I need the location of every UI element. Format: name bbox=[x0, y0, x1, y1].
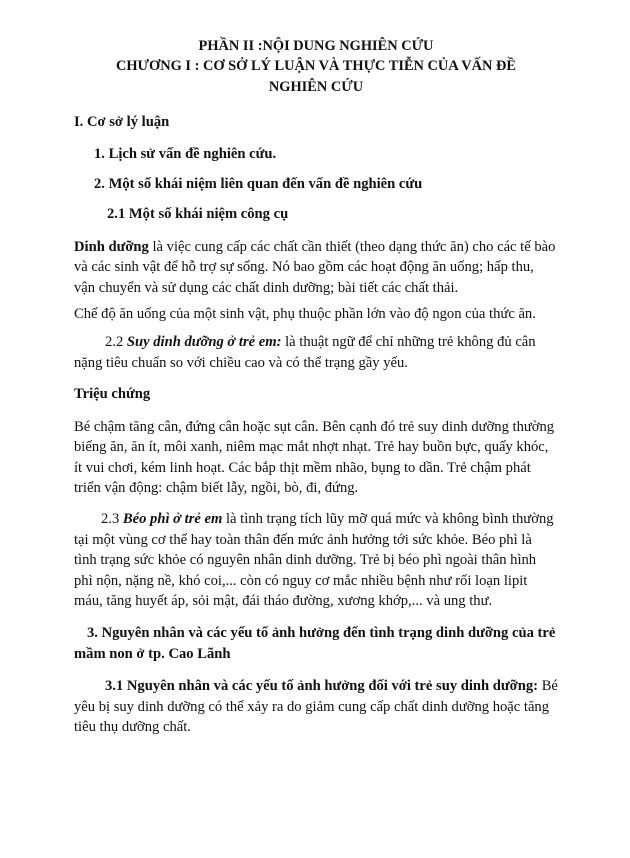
subheading-causes-malnutrition: 3.1 Nguyên nhân và các yếu tố ảnh hưởng đối với trẻ suy dinh dưỡng: bbox=[105, 678, 539, 695]
title-part: PHẦN II :NỘI DUNG NGHIÊN CỨU bbox=[198, 38, 434, 54]
document-page bbox=[74, 36, 558, 737]
paragraph-obesity bbox=[74, 509, 558, 611]
paragraph-nutrition bbox=[74, 237, 558, 298]
title-chapter-cont: NGHIÊN CỨU bbox=[268, 78, 364, 95]
section-heading-theory: I. Cơ sở lý luận bbox=[74, 114, 170, 131]
term-obesity: Béo phì ở trẻ em bbox=[122, 511, 223, 528]
heading-concepts: 2. Một số khái niệm liên quan đến vấn đề nghiên cứu bbox=[94, 176, 423, 193]
heading-tool-concepts: 2.1 Một số khái niệm công cụ bbox=[107, 206, 289, 223]
malnutrition-definition: là thuật ngữ để chỉ những trẻ không đủ cân nặng tiêu chuẩn so với chiều cao và có thể trạng gầy yếu. bbox=[74, 334, 536, 371]
paragraph-diet: Chế độ ăn uống của một sinh vật, phụ thuộc phần lớn vào độ ngon của thức ăn. bbox=[74, 306, 536, 323]
term-nutrition: Dinh dưỡng bbox=[74, 238, 149, 255]
heading-symptoms: Triệu chứng bbox=[74, 386, 151, 403]
term-malnutrition: Suy dinh dưỡng ở trẻ em: bbox=[126, 334, 282, 351]
paragraph-causes-malnutrition bbox=[74, 676, 558, 737]
paragraph-symptoms: Bé chậm tăng cân, đứng cân hoặc sụt cân. Bên cạnh đó trẻ suy dinh dưỡng thường biếng ăn, ăn ít, môi xanh, niêm mạc mắt nhợt nhạt. Trẻ hay buồn bực, quấy khóc, ít vui chơi, kém linh hoạt. Các bắp thịt mềm nhão, bụng to dần. Trẻ chậm phát triển vận động: chậm biết lẫy, ngồi, bò, đi, đứng. bbox=[74, 418, 555, 496]
document-title bbox=[56, 36, 576, 97]
obesity-definition: là tình trạng tích lũy mỡ quá mức và không bình thường tại một vùng cơ thể hay toàn thân đến mức ảnh hưởng tới sức khỏe. Béo phì là tình trạng sức khỏe có nguyên nhân dinh dưỡng. Trẻ bị béo phì ngoài thân hình phì nộn, nặng nề, khó coi,... còn có nguy cơ mắc nhiều bệnh như rối loạn lipit máu, tăng huyết áp, sỏi mật, đái tháo đường, xương khớp,... và ung thư. bbox=[74, 511, 554, 609]
title-chapter: CHƯƠNG I : CƠ SỞ LÝ LUẬN VÀ THỰC TIỄN CỦA VẤN ĐỀ bbox=[115, 58, 517, 75]
heading-history: 1. Lịch sử vấn đề nghiên cứu. bbox=[94, 145, 277, 162]
heading-causes: 3. Nguyên nhân và các yếu tố ảnh hưởng đến tình trạng dinh dưỡng của trẻ mầm non ở tp. Cao Lãnh bbox=[74, 625, 556, 662]
causes-malnutrition-text: Bé yêu bị suy dinh dưỡng có thể xảy ra do giảm cung cấp chất dinh dưỡng hoặc tăng tiêu thụ dưỡng chất. bbox=[74, 678, 558, 735]
obesity-number: 2.3 bbox=[101, 511, 123, 528]
paragraph-malnutrition bbox=[74, 332, 558, 373]
malnutrition-number: 2.2 bbox=[105, 334, 127, 351]
nutrition-definition: là việc cung cấp các chất cần thiết (theo dạng thức ăn) cho các tế bào và các sinh vật để hỗ trợ sự sống. Nó bao gồm các hoạt động ăn uống; hấp thu, vận chuyển và sử dụng các chất dinh dưỡng; bài tiết các chất thải. bbox=[74, 238, 556, 296]
